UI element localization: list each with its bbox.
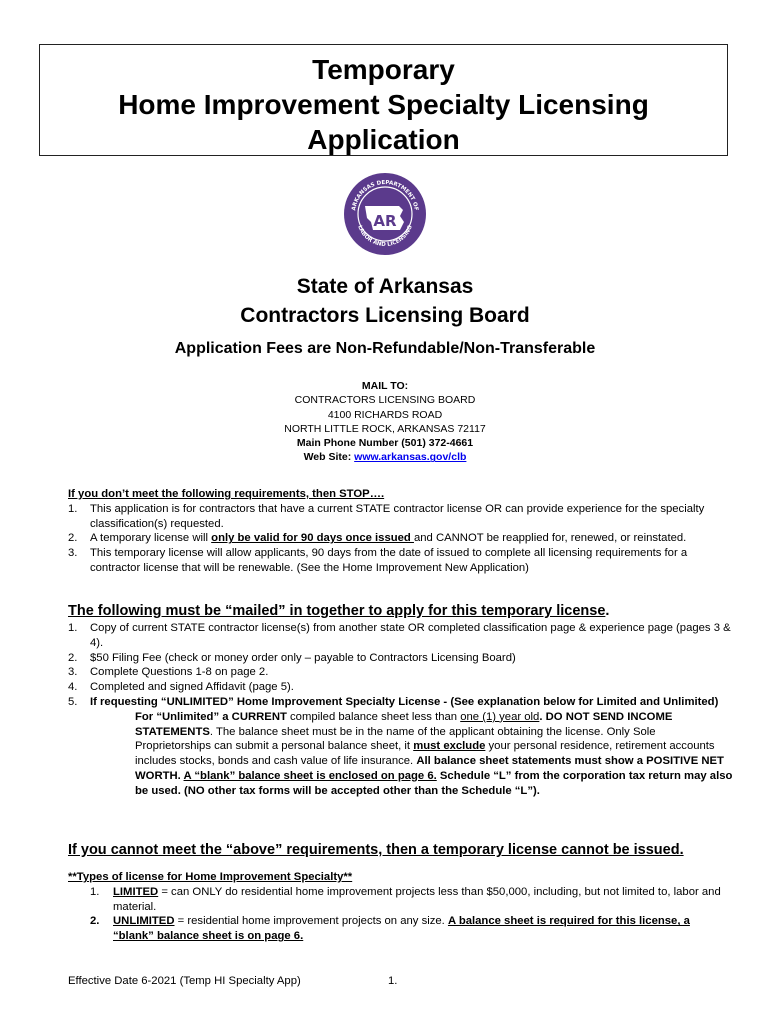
types-heading: **Types of license for Home Improvement Specialty**: [68, 871, 353, 883]
list-item: 3. Complete Questions 1-8 on page 2.: [68, 666, 269, 679]
page-number: 1.: [388, 975, 398, 987]
seal-bottom-text: LABOR AND LICENSING: [356, 224, 414, 249]
mailed-heading: The following must be “mailed” in together to apply for this temporary license.: [68, 603, 610, 619]
list-item: 3. This temporary license will allow applicants, 90 days from the date of issued to complete all licensing requirements for a contractor license that will be renewable. (See the Home Improvement New Application): [68, 547, 688, 574]
mailed-list: [68, 621, 733, 710]
website-link[interactable]: www.arkansas.gov/clb: [354, 451, 467, 464]
title-line-1: Temporary: [312, 54, 455, 85]
board-name: Contractors Licensing Board: [240, 304, 530, 327]
requirements-section: [68, 487, 733, 576]
website-line: [0, 450, 770, 464]
title-box: [39, 44, 728, 156]
list-item: 1. This application is for contractors that have a current STATE contractor license OR can provide experience for the specialty classification(s) requested.: [68, 502, 705, 530]
types-section: [68, 870, 733, 944]
title-line-2: Home Improvement Specialty Licensing: [118, 89, 649, 120]
list-item: 1. Copy of current STATE contractor license(s) from another state OR completed classification page & experience page (pages 3 & 4).: [68, 622, 731, 649]
unlimited-explanation: For “Unlimited” a CURRENT compiled balance sheet less than one (1) year old. DO NOT SEND INCOME STATEMENTS. The balance sheet must be in the name of the applicant obtaining the license. Only Sole Proprietorships can submit a personal balance sheet, it must exclude your personal residence, retirement accounts includes stocks, bonds and cash value of life insurance. All balance sheet statements must show a POSITIVE NET WORTH. A “blank” balance sheet is enclosed on page 6. Schedule “L” from the corporation tax return may also be used. (NO other tax forms will be accepted other than the Schedule “L”).: [135, 710, 733, 797]
phone-number: Main Phone Number (501) 372-4661: [296, 437, 474, 450]
list-item: 2. UNLIMITED = residential home improvement projects on any size. A balance sheet is required for this license, a “blank” balance sheet is on page 6.: [90, 915, 690, 943]
requirements-list: [68, 502, 733, 576]
mail-to-label: MAIL TO:: [361, 380, 409, 392]
list-item: 1. LIMITED = can ONLY do residential home improvement projects less than $50,000, including, but not limited to, labor and material.: [90, 885, 721, 913]
title-line-3: Application: [307, 124, 460, 155]
seal-top-text: ARKANSAS DEPARTMENT OF: [351, 179, 419, 212]
effective-date: Effective Date 6-2021 (Temp HI Specialty App): [68, 975, 301, 987]
page-footer: [68, 975, 398, 987]
agency-seal-icon: [343, 172, 427, 256]
mail-line-1: CONTRACTORS LICENSING BOARD: [294, 394, 476, 407]
mailed-section: [68, 602, 733, 799]
list-item: 5. If requesting “UNLIMITED” Home Improvement Specialty License - (See explanation below for Limited and Unlimited): [68, 695, 719, 708]
state-name: State of Arkansas: [296, 275, 474, 298]
list-item: 4. Completed and signed Affidavit (page 5).: [68, 681, 294, 694]
website-label: Web Site:: [303, 451, 352, 464]
list-item: 2. A temporary license will only be valid for 90 days once issued and CANNOT be reapplied for, renewed, or reinstated.: [68, 532, 687, 545]
mail-line-2: 4100 RICHARDS ROAD: [327, 408, 443, 421]
types-list: [68, 885, 733, 944]
mail-line-3: NORTH LITTLE ROCK, ARKANSAS 72117: [284, 422, 486, 435]
mail-to-block: [0, 379, 770, 465]
requirements-heading: If you don’t meet the following requirements, then STOP….: [68, 488, 385, 500]
list-item: 2. $50 Filing Fee (check or money order only – payable to Contractors Licensing Board): [68, 651, 516, 664]
cannot-meet-notice: If you cannot meet the “above” requirements, then a temporary license cannot be issued.: [68, 842, 684, 858]
fees-notice: Application Fees are Non-Refundable/Non-Transferable: [174, 340, 596, 357]
agency-heading: [0, 272, 770, 330]
seal-center-text: AR: [373, 212, 397, 230]
